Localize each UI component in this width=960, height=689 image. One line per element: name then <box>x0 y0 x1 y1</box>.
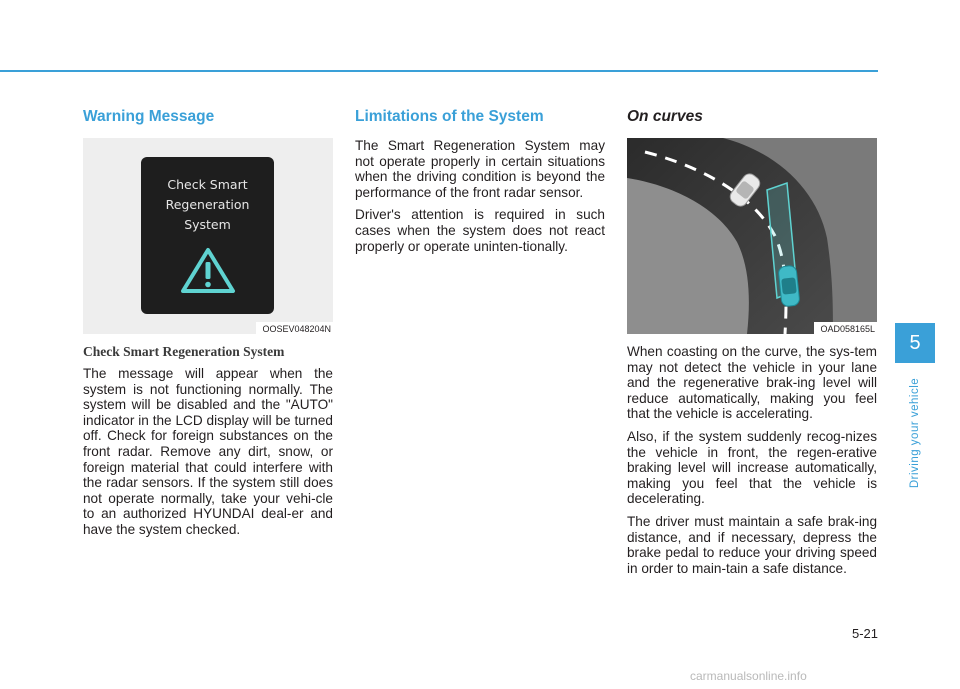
section-heading-limitations: Limitations of the System <box>355 108 544 125</box>
column-limitations <box>355 108 605 261</box>
display-line: Regeneration <box>165 197 250 212</box>
chapter-label: Driving your vehicle <box>909 377 921 489</box>
curve-road-illustration <box>627 138 877 334</box>
figure-code: OOSEV048204N <box>256 322 333 334</box>
paragraph: Driver's attention is required in such cases when the system does not react properly or operate uninten-tionally. <box>355 207 605 254</box>
figure-curve-illustration <box>627 138 877 334</box>
figure-warning-display <box>83 138 333 334</box>
subheading-check-smart-regeneration: Check Smart Regeneration System <box>83 344 285 359</box>
display-line: Check Smart <box>167 177 248 192</box>
top-rule <box>0 70 878 72</box>
chapter-tab: 5 <box>895 323 935 363</box>
paragraph: The message will appear when the system is not functioning normally. The system will be disabled and the "AUTO" indicator in the LCD display will be turned off. Check for foreign substances on the front radar. Remove any dirt, snow, or foreign material that could interfere with the radar sensors. If the system still does not operate normally, take your vehi-cle to an authorized HYUNDAI deal-er and have the system checked. <box>83 366 333 537</box>
display-message <box>141 175 274 235</box>
warning-triangle-icon <box>180 246 236 294</box>
paragraph: The driver must maintain a safe brak-ing distance, and if necessary, depress the brake pedal to reduce your driving speed in order to main-tain a safe distance. <box>627 513 877 576</box>
column-warning-message <box>83 108 333 545</box>
watermark: carmanualsonline.info <box>690 669 807 683</box>
page-number: 5-21 <box>851 626 878 641</box>
figure-code: OAD058165L <box>814 322 877 334</box>
paragraph: When coasting on the curve, the sys-tem may not detect the vehicle in your lane and the regenerative brak-ing level will reduce automatically, making you feel that the vehicle is accelerating. <box>627 344 877 422</box>
column-on-curves <box>627 108 877 583</box>
cluster-display <box>141 157 274 314</box>
display-line: System <box>184 217 231 232</box>
paragraph: The Smart Regeneration System may not operate properly in certain situations when the driving condition is beyond the performance of the front radar sensor. <box>355 138 605 200</box>
section-heading-warning-message: Warning Message <box>83 108 215 125</box>
paragraph: Also, if the system suddenly recog-nizes the vehicle in front, the regen-erative braking level will increase automatically, making you feel that the vehicle is decelerating. <box>627 428 877 507</box>
section-heading-on-curves: On curves <box>627 108 703 125</box>
